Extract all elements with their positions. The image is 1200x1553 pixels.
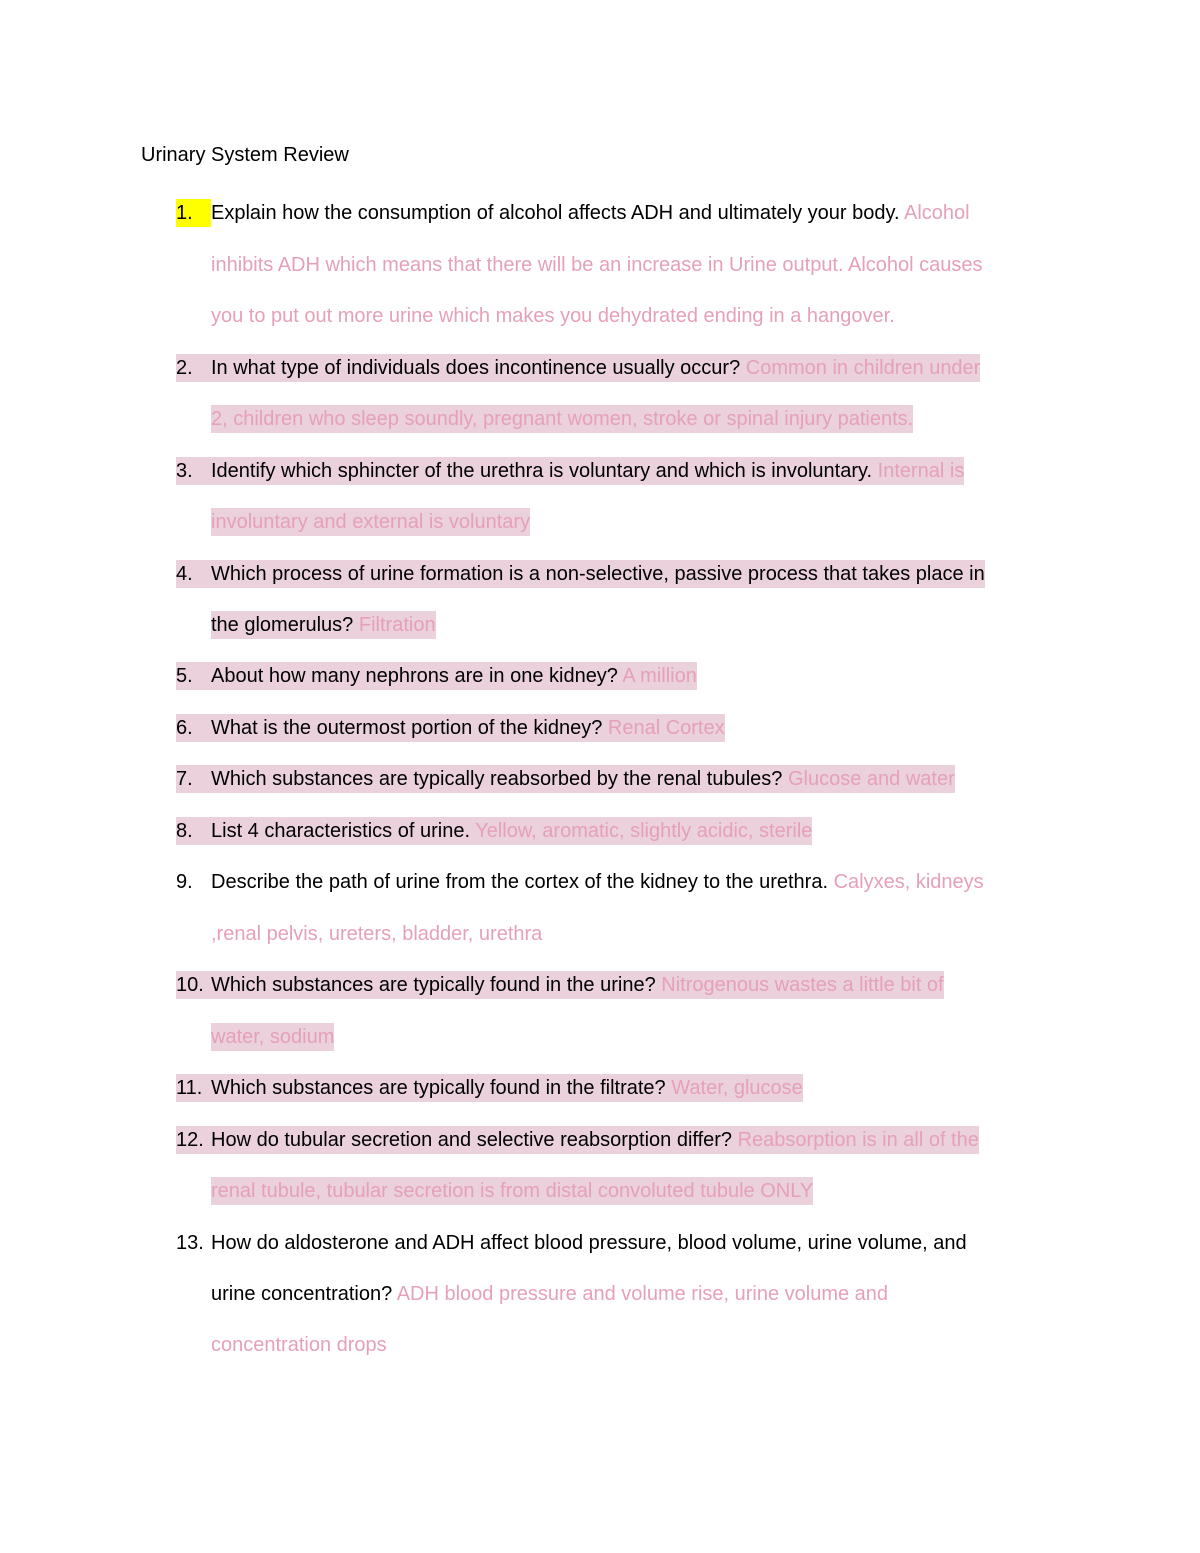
question-text: Which substances are typically reabsorbed by the renal tubules? — [211, 768, 783, 790]
question-number: 1. — [176, 199, 211, 227]
question-number: 3. — [176, 460, 193, 482]
question-13-line-2 — [211, 1280, 888, 1308]
answer-line: water, sodium — [211, 1023, 334, 1051]
question-8 — [176, 817, 812, 845]
question-number: 2. — [176, 357, 193, 379]
answer-text: Reabsorption is in all of the — [737, 1129, 979, 1151]
question-text: urine concentration? — [211, 1283, 393, 1305]
question-number: 4. — [176, 563, 193, 585]
answer-line: 2, children who sleep soundly, pregnant women, stroke or spinal injury patients. — [211, 405, 913, 433]
question-number: 7. — [176, 768, 193, 790]
answer-line: concentration drops — [211, 1334, 387, 1356]
question-text: Explain how the consumption of alcohol affects ADH and ultimately your body. — [211, 202, 900, 224]
answer-line: ,renal pelvis, ureters, bladder, urethra — [211, 923, 543, 945]
question-text: Which process of urine formation is a non-selective, passive process that takes place in — [211, 563, 985, 585]
question-4-line-2 — [211, 611, 436, 639]
question-4 — [176, 560, 985, 588]
question-number: 6. — [176, 717, 193, 739]
answer-line: you to put out more urine which makes you dehydrated ending in a hangover. — [211, 305, 895, 327]
answer-line: involuntary and external is voluntary — [211, 508, 530, 536]
question-number: 10. — [176, 974, 204, 996]
question-text: List 4 characteristics of urine. — [211, 820, 470, 842]
question-text: In what type of individuals does incontinence usually occur? — [211, 357, 741, 379]
question-3 — [176, 457, 964, 485]
question-number: 9. — [176, 871, 193, 893]
answer-text: Internal is — [877, 460, 965, 482]
question-text: What is the outermost portion of the kidney? — [211, 717, 603, 739]
question-9 — [176, 868, 984, 896]
question-text: the glomerulus? — [211, 614, 354, 636]
question-5 — [176, 662, 697, 690]
answer-line: inhibits ADH which means that there will be an increase in Urine output. Alcohol causes — [211, 254, 983, 276]
answer-line: renal tubule, tubular secretion is from distal convoluted tubule ONLY — [211, 1177, 813, 1205]
question-13 — [176, 1229, 967, 1257]
question-text: About how many nephrons are in one kidney? — [211, 665, 618, 687]
question-text: Which substances are typically found in the filtrate? — [211, 1077, 666, 1099]
question-7 — [176, 765, 955, 793]
answer-text: ADH blood pressure and volume rise, urine volume and — [396, 1283, 889, 1305]
question-number: 11. — [176, 1077, 203, 1099]
question-6 — [176, 714, 725, 742]
answer-text: Alcohol — [904, 202, 970, 224]
question-text: How do tubular secretion and selective reabsorption differ? — [211, 1129, 733, 1151]
question-number: 13. — [176, 1232, 204, 1254]
question-12 — [176, 1126, 979, 1154]
question-10 — [176, 971, 944, 999]
answer-text: Filtration — [358, 614, 436, 636]
question-text: Identify which sphincter of the urethra is voluntary and which is involuntary. — [211, 460, 873, 482]
answer-text: Glucose and water — [788, 768, 955, 790]
answer-text: A million — [622, 665, 697, 687]
answer-text: Yellow, aromatic, slightly acidic, sterile — [475, 820, 813, 842]
document-title: Urinary System Review — [141, 144, 349, 166]
question-text: Which substances are typically found in the urine? — [211, 974, 656, 996]
answer-text: Nitrogenous wastes a little bit of — [661, 974, 944, 996]
answer-text: Common in children under — [745, 357, 981, 379]
question-number: 8. — [176, 820, 193, 842]
answer-text: Calyxes, kidneys — [833, 871, 984, 893]
question-2 — [176, 354, 980, 382]
question-text: How do aldosterone and ADH affect blood pressure, blood volume, urine volume, and — [211, 1232, 967, 1254]
question-1 — [176, 199, 970, 227]
question-11 — [176, 1074, 803, 1102]
question-number: 12. — [176, 1129, 204, 1151]
question-number: 5. — [176, 665, 193, 687]
question-text: Describe the path of urine from the cortex of the kidney to the urethra. — [211, 871, 829, 893]
answer-text: Water, glucose — [671, 1077, 803, 1099]
answer-text: Renal Cortex — [607, 717, 725, 739]
